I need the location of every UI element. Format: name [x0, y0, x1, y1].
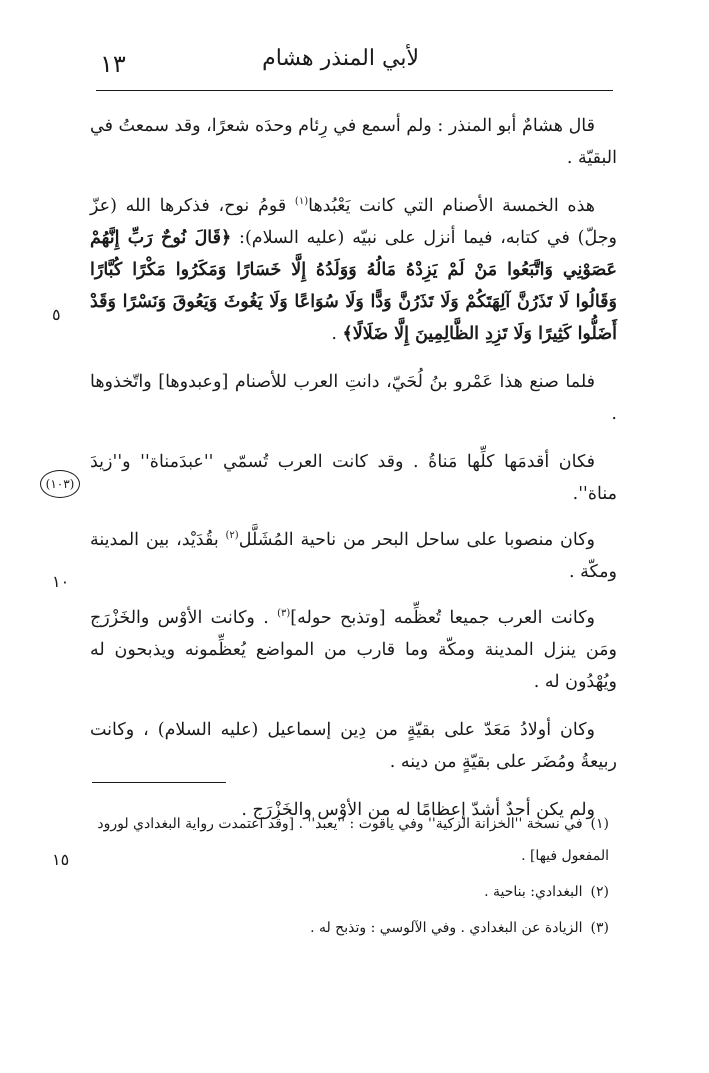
- footnote-ref-2[interactable]: (٢): [225, 530, 239, 542]
- footnote-3: [90, 912, 609, 944]
- header-rule: [96, 90, 613, 91]
- paragraph-2-end: .: [331, 324, 343, 344]
- footnote-1-number: (١): [590, 816, 609, 832]
- footnote-ref-1[interactable]: (١): [294, 196, 309, 208]
- footnote-2-text: البغدادي: بناحية .: [484, 884, 583, 900]
- paragraph-6-rest: . وكانت الأوْس والخَزْرَج ومَن ينزل المدينة ومكّة وما قارب من المواضع يُعظِّمونه ويذبحون له ويُهْدُون له .: [90, 608, 617, 692]
- paragraph-2-rest: قومُ نوح، فذكرها الله (عزّ وجلّ) في كتابه، فيما أنزل على نبيّه (عليه السلام):: [90, 196, 617, 248]
- footnote-2: [90, 876, 609, 908]
- paragraph-2: [90, 190, 617, 350]
- footnote-1: [90, 808, 609, 872]
- paragraph-1: قال هشامٌ أبو المنذر : ولم أسمع في رِئام وحدَه شعرًا، وقد سمعتُ في البقيّة .: [90, 116, 617, 168]
- margin-line-number-5: ٥: [52, 305, 61, 324]
- paragraph-6: [90, 602, 617, 698]
- quran-quote: ﴿قَالَ نُوحٌ رَبِّ إِنَّهُمْ عَصَوْنِي وَاتَّبَعُوا مَنْ لَمْ يَزِدْهُ مَالُهُ وَوَلَدُهُ إِلَّا خَسَارًا وَمَكَرُوا مَكْرًا كُبَّارًا وَقَالُوا لَا تَذَرُنَّ آلِهَتَكُمْ وَلَا تَذَرُنَّ وَدًّا وَلَا سُوَاعًا وَلَا يَغُوثَ وَيَعُوقَ وَنَسْرًا وَقَدْ أَضَلُّوا كَثِيرًا وَلَا تَزِدِ الظَّالِمِينَ إِلَّا ضَلَالًا﴾: [90, 228, 617, 344]
- footnote-ref-3[interactable]: (٣): [277, 608, 291, 620]
- footnote-3-number: (٣): [590, 920, 609, 936]
- footnote-rule: [92, 782, 226, 783]
- paragraph-5-rest: بقُدَيْد، بين المدينة ومكّة .: [90, 530, 617, 582]
- page-header: [100, 46, 609, 86]
- paragraph-3: فلما صنع هذا عَمْرو بنُ لُحَيّ، دانتِ العرب للأصنام [وعبدوها] واتّخذوها .: [90, 372, 617, 424]
- footnote-3-text: الزيادة عن البغدادي . وفي الآلوسي : وتذبح له .: [310, 920, 583, 936]
- margin-line-number-15: ١٥: [52, 850, 70, 869]
- paragraph-5: [90, 524, 617, 588]
- footnotes: [90, 808, 609, 948]
- main-text: [90, 110, 617, 842]
- paragraph-8: ولم يكن أحدٌ أشدّ إعظامًا له من الأوْس والخَزْرَج .: [241, 800, 595, 820]
- footnote-2-number: (٢): [590, 884, 609, 900]
- manuscript-page-mark: (١٠٣): [40, 470, 80, 498]
- margin-line-number-10: ١٠: [52, 572, 70, 591]
- paragraph-5-lead: وكان منصوبا على ساحل البحر من ناحية المُشَلَّل: [238, 530, 595, 550]
- running-title: لأبي المنذر هشام: [262, 46, 419, 71]
- page-number: ١٣: [100, 50, 126, 78]
- paragraph-7: وكان أولادُ مَعَدّ على بقيّةٍ من دِين إسماعيل (عليه السلام) ، وكانت ربيعةُ ومُضَر على بقيّةٍ من دينه .: [90, 720, 617, 772]
- paragraph-6-lead: وكانت العرب جميعا تُعظِّمه [وتذبح حوله]: [290, 608, 596, 628]
- footnote-1-text: في نسخة ''الخزانة الزكية'' وفي ياقوت : ''يعبد'' . [وقد اعتمدت رواية البغدادي لورود المفعول فيها] .: [97, 816, 609, 864]
- paragraph-4: فكان أقدمَها كلِّها مَناةُ . وقد كانت العرب تُسمّي ''عبدَمناة'' و''زيدَ مناة''.: [90, 452, 617, 504]
- paragraph-2-lead: هذه الخمسة الأصنام التي كانت يَعْبُدها: [308, 196, 595, 216]
